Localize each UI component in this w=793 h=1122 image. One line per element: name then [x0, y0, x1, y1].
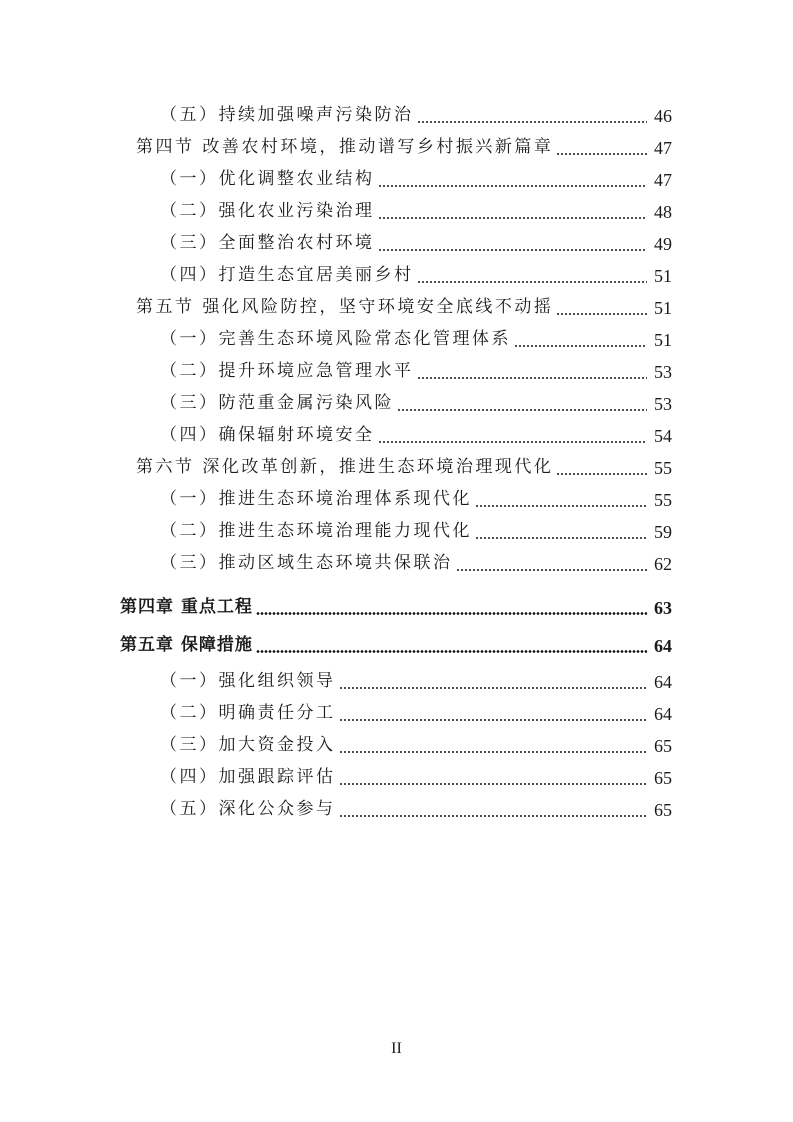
- toc-entry-page: 59: [654, 522, 672, 542]
- toc-entry-page: 51: [654, 330, 672, 350]
- toc-entry-title: （三）推动区域生态环境共保联治: [160, 553, 453, 573]
- dot-leader: [475, 505, 647, 507]
- toc-entry-page: 53: [654, 394, 672, 414]
- toc-entry[interactable]: [0, 694, 793, 726]
- toc-entry[interactable]: [0, 384, 793, 416]
- toc-chapter-title: 第四章 重点工程: [120, 597, 253, 617]
- dot-leader: [556, 473, 647, 475]
- dot-leader: [339, 751, 648, 753]
- toc-entry-title: （二）推进生态环境治理能力现代化: [160, 521, 472, 541]
- table-of-contents: [0, 96, 793, 822]
- toc-entry-title: （五）深化公众参与: [160, 799, 336, 819]
- toc-entry-page: 51: [654, 266, 672, 286]
- toc-entry-title: （一）完善生态环境风险常态化管理体系: [160, 329, 511, 349]
- dot-leader: [514, 345, 647, 347]
- toc-entry[interactable]: [0, 480, 793, 512]
- toc-entry-page: 48: [654, 202, 672, 222]
- toc-entry[interactable]: [0, 416, 793, 448]
- toc-entry-page: 47: [654, 170, 672, 190]
- toc-entry-title: （四）确保辐射环境安全: [160, 425, 375, 445]
- toc-entry-page: 53: [654, 362, 672, 382]
- dot-leader: [339, 687, 648, 689]
- toc-entry-page: 51: [654, 298, 672, 318]
- toc-entry-page: 47: [654, 138, 672, 158]
- dot-leader: [417, 121, 648, 123]
- toc-entry-title: （二）提升环境应急管理水平: [160, 361, 414, 381]
- dot-leader: [417, 377, 648, 379]
- toc-entry-page: 64: [654, 636, 672, 656]
- toc-entry-title: （三）防范重金属污染风险: [160, 393, 394, 413]
- dot-leader: [378, 185, 648, 187]
- toc-entry-page: 62: [654, 554, 672, 574]
- toc-entry-page: 49: [654, 234, 672, 254]
- toc-entry-title: （一）强化组织领导: [160, 671, 336, 691]
- toc-chapter-title: 第五章 保障措施: [120, 635, 253, 655]
- dot-leader: [378, 217, 648, 219]
- toc-entry-page: 64: [654, 672, 672, 692]
- toc-entry[interactable]: [0, 758, 793, 790]
- dot-leader: [378, 249, 648, 251]
- dot-leader: [378, 441, 648, 443]
- dot-leader: [475, 537, 647, 539]
- toc-chapter-entry[interactable]: [0, 582, 793, 620]
- page-number: II: [391, 1040, 402, 1057]
- toc-entry-page: 64: [654, 704, 672, 724]
- toc-entry-title: （四）加强跟踪评估: [160, 767, 336, 787]
- toc-section-entry[interactable]: [0, 448, 793, 480]
- toc-entry-title: （二）强化农业污染治理: [160, 201, 375, 221]
- toc-entry-title: 第六节 深化改革创新，推进生态环境治理现代化: [136, 457, 554, 477]
- dot-leader: [339, 783, 648, 785]
- dot-leader: [256, 650, 647, 653]
- toc-entry[interactable]: [0, 160, 793, 192]
- toc-entry[interactable]: [0, 320, 793, 352]
- toc-entry-page: 55: [654, 458, 672, 478]
- dot-leader: [456, 569, 648, 571]
- dot-leader: [556, 153, 647, 155]
- toc-entry-page: 65: [654, 736, 672, 756]
- toc-entry-page: 55: [654, 490, 672, 510]
- dot-leader: [339, 815, 648, 817]
- dot-leader: [397, 409, 647, 411]
- toc-entry-page: 63: [654, 598, 672, 618]
- toc-entry[interactable]: [0, 726, 793, 758]
- dot-leader: [417, 281, 648, 283]
- toc-section-entry[interactable]: [0, 288, 793, 320]
- toc-entry-title: 第四节 改善农村环境，推动谱写乡村振兴新篇章: [136, 137, 554, 157]
- toc-entry-title: （五）持续加强噪声污染防治: [160, 105, 414, 125]
- toc-entry-page: 65: [654, 800, 672, 820]
- toc-entry-title: （一）优化调整农业结构: [160, 169, 375, 189]
- toc-entry-page: 65: [654, 768, 672, 788]
- toc-entry[interactable]: [0, 224, 793, 256]
- toc-entry[interactable]: [0, 790, 793, 822]
- toc-entry[interactable]: [0, 96, 793, 128]
- toc-entry[interactable]: [0, 192, 793, 224]
- dot-leader: [339, 719, 648, 721]
- toc-entry[interactable]: [0, 256, 793, 288]
- toc-entry-title: （三）加大资金投入: [160, 735, 336, 755]
- toc-entry-title: （一）推进生态环境治理体系现代化: [160, 489, 472, 509]
- toc-entry[interactable]: [0, 512, 793, 544]
- dot-leader: [556, 313, 647, 315]
- dot-leader: [256, 612, 647, 615]
- toc-entry[interactable]: [0, 352, 793, 384]
- toc-entry[interactable]: [0, 662, 793, 694]
- toc-entry-title: （二）明确责任分工: [160, 703, 336, 723]
- toc-chapter-entry[interactable]: [0, 620, 793, 658]
- toc-entry-title: （三）全面整治农村环境: [160, 233, 375, 253]
- toc-entry-page: 46: [654, 106, 672, 126]
- toc-entry-title: （四）打造生态宜居美丽乡村: [160, 265, 414, 285]
- toc-section-entry[interactable]: [0, 128, 793, 160]
- toc-entry-page: 54: [654, 426, 672, 446]
- toc-entry-title: 第五节 强化风险防控，坚守环境安全底线不动摇: [136, 297, 554, 317]
- toc-entry[interactable]: [0, 544, 793, 576]
